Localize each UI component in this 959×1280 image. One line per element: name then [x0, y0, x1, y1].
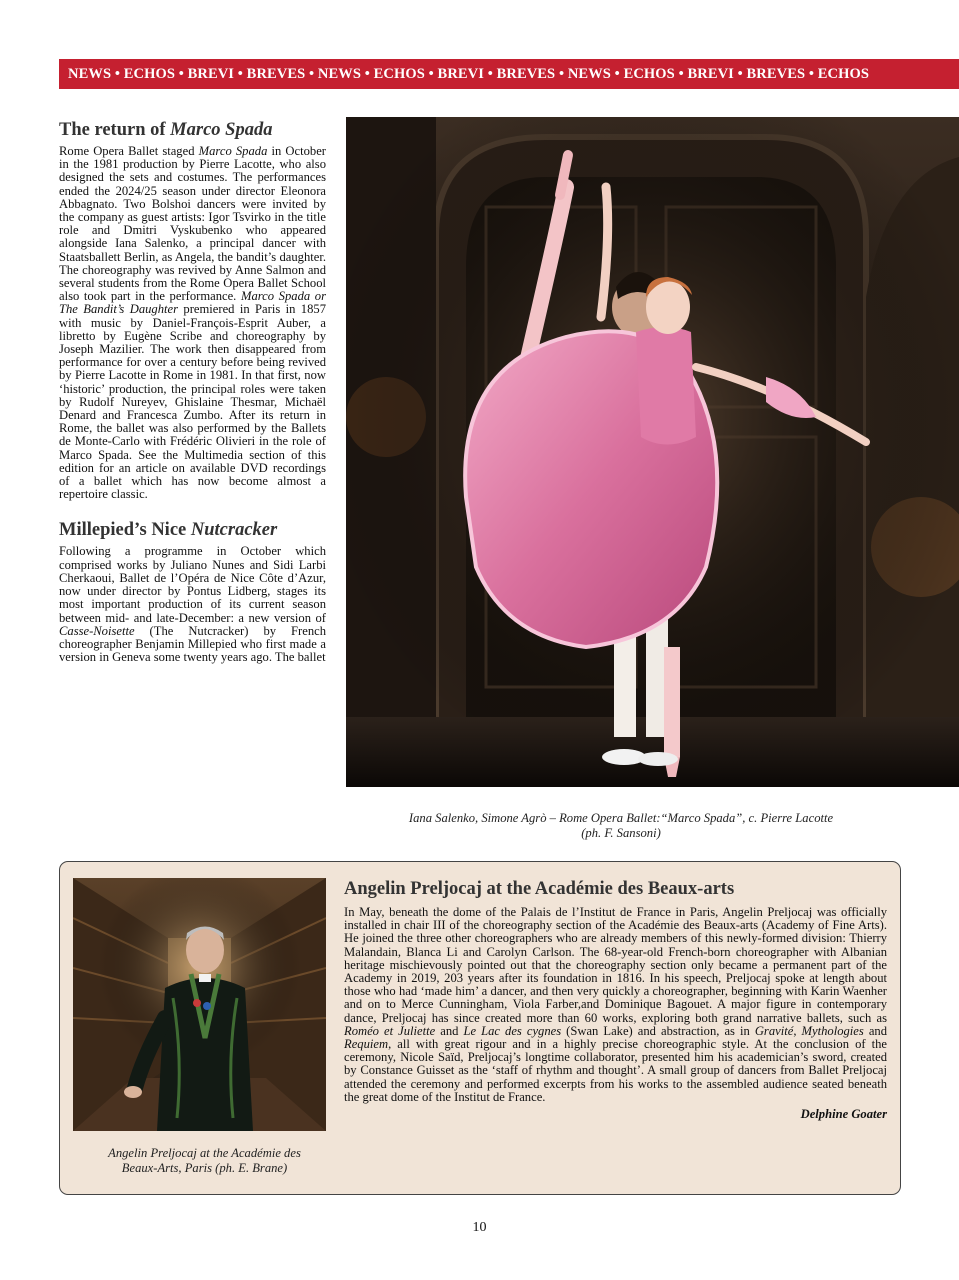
ballet-photo: [346, 117, 959, 787]
preljocaj-portrait-caption: Angelin Preljocaj at the Académie des Beaux-Arts, Paris (ph. E. Brane): [108, 1146, 301, 1175]
preljocaj-feature-box: [59, 861, 901, 1195]
preljocaj-article-body: In May, beneath the dome of the Palais de l’Institut de France in Paris, Angelin Preljocaj was officially installed in chair III of the choreography section of the Académie des Beaux-arts (Academy of Fine Arts). He joined the three other choreographers who are already members of this newly-formed division: Thierry Malandain, Blanca Li and Carolyn Carlson. The 68-year-old French-born choreographer with Albanian heritage mischievously pointed out that the choreography section only became a permanent part of the Academy in 2019, 203 years after its foundation in 1816. In his speech, Preljocaj spoke at length about those who had ‘made him’ a dancer, and then very quickly a choreographer, beginning with Karin Waenher and on to Merce Cunningham, Viola Farber,and Dominique Bagouet. A major figure in contemporary dance, Preljocaj has since created more than 60 works, exploring both grand narrative ballets, such as Roméo et Juliette and Le Lac des cygnes (Swan Lake) and abstraction, as in Gravité, Mythologies and Requiem, all with great rigour and in a highly precise choreographic style. At the conclusion of the ceremony, Nicole Saïd, Preljocaj’s longtime collaborator, presented him his academician’s sword, created by Constance Guisset as the ‘staff of rhythm and thought’. A small group of dancers from Ballet Preljocaj attended the ceremony and performed excerpts from his works to the assembled audience seated beneath the great dome of the Institut de France.: [344, 905, 888, 1104]
preljocaj-article-title: Angelin Preljocaj at the Académie des Beaux-arts: [344, 879, 735, 899]
article-body-nutcracker: Following a programme in October which comprised works by Juliano Nunes and Sidi Larbi Cherkaoui, Ballet de l’Opéra de Nice Côte d’Azur, now under director by Pontus Lidberg, stages its most important production of its current season between mid- and late-December: a new version of Casse-Noisette (The Nutcracker) by French choreographer Benjamin Millepied who first made a version in Geneva some twenty years ago. The ballet: [59, 544, 326, 665]
left-column: [59, 119, 326, 664]
article-body-marco-spada: Rome Opera Ballet staged Marco Spada in October in the 1981 production by Pierre Lacotte, who also designed the sets and costumes. The performances ended the 2024/25 season under director Eleonora Abbagnato. Two Bolshoi dancers were invited by the company as guest artists: Igor Tsvirko in the title role and Dmitri Vyskubenko who appeared alongside Iana Salenko, a principal dancer with Staatsballett Berlin, as Angela, the bandit’s daughter. The choreography was revived by Anne Salmon and several students from the Rome Opera Ballet School also took part in the performance. Marco Spada or The Bandit’s Daughter premiered in Paris in 1857 with music by Daniel-François-Esprit Auber, a libretto by Eugène Scribe and choreography by Joseph Mazilier. The work then disappeared from performance for over a century before being revived by Pierre Lacotte in Rome in 1981. In that first, now ‘historic’ production, the principal roles were taken by Rudolf Nureyev, Ghislaine Thesmar, Michaël Denard and Francesca Zumbo. After its return in Rome, the ballet was also performed by the Ballets de Monte-Carlo with Frédéric Olivieri in the role of Marco Spada. See the Multimedia section of this edition for an article on available DVD recordings of a ballet which has now become almost a repertoire classic.: [59, 144, 326, 502]
section-banner: NEWS • ECHOS • BREVI • BREVES • NEWS • ECHOS • BREVI • BREVES • NEWS • ECHOS • BREVI • BREVES • ECHOS: [59, 59, 959, 89]
page-number: 10: [472, 1220, 487, 1235]
ballet-photo-caption: Iana Salenko, Simone Agrò – Rome Opera Ballet:“Marco Spada”, c. Pierre Lacotte (ph. F. Sansoni): [408, 811, 834, 840]
article-title-nutcracker: Millepied’s Nice Nutcracker: [59, 520, 278, 541]
author-byline: Delphine Goater: [800, 1107, 887, 1122]
preljocaj-portrait: [73, 878, 326, 1131]
article-title-marco-spada: The return of Marco Spada: [59, 120, 273, 140]
preljocaj-article: [344, 878, 887, 1122]
